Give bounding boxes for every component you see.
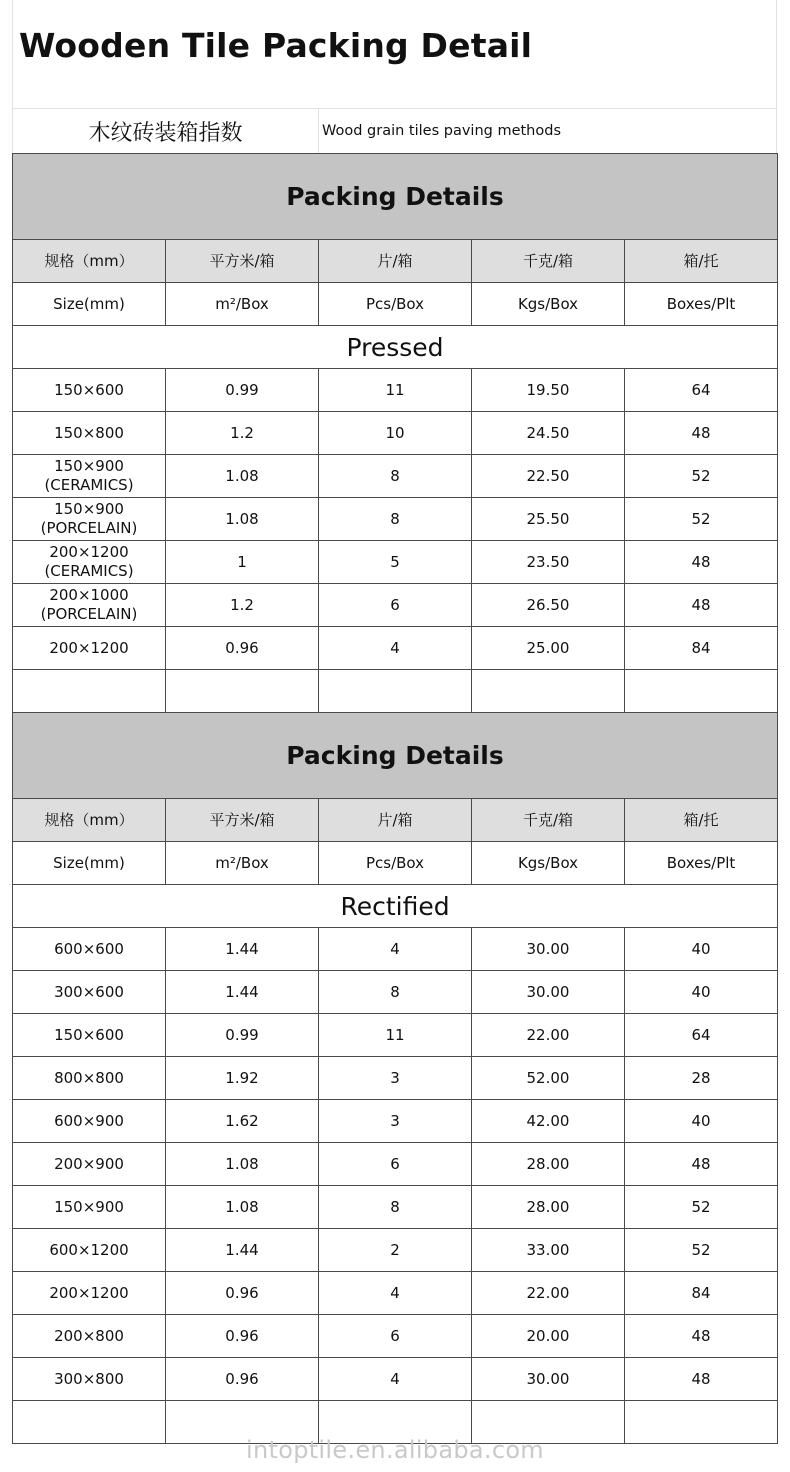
column-header: 千克/箱 <box>472 799 625 842</box>
table-cell: 4 <box>319 928 472 971</box>
table-cell: 3 <box>319 1057 472 1100</box>
table-cell: 0.96 <box>166 1358 319 1401</box>
table-row <box>13 928 778 971</box>
table-cell <box>13 670 166 713</box>
table-cell: 200×800 <box>13 1315 166 1358</box>
table-cell: 2 <box>319 1229 472 1272</box>
table-cell: 150×800 <box>13 412 166 455</box>
table-cell: 33.00 <box>472 1229 625 1272</box>
table-cell: 150×600 <box>13 369 166 412</box>
table-cell: 40 <box>625 928 778 971</box>
category-label: Pressed <box>13 326 778 369</box>
table-cell: 48 <box>625 584 778 627</box>
table-cell: 48 <box>625 1143 778 1186</box>
subtitle-english: Wood grain tiles paving methods <box>322 123 562 139</box>
table-cell: 48 <box>625 1315 778 1358</box>
table-cell: 30.00 <box>472 928 625 971</box>
table-row <box>13 369 778 412</box>
table-cell: 26.50 <box>472 584 625 627</box>
table-cell: 8 <box>319 455 472 498</box>
table-cell: 25.50 <box>472 498 625 541</box>
table-row <box>13 1315 778 1358</box>
table-row <box>13 541 778 584</box>
column-header: Boxes/Plt <box>625 283 778 326</box>
table-cell: 28.00 <box>472 1186 625 1229</box>
table-cell: 0.99 <box>166 1014 319 1057</box>
table-row <box>13 1057 778 1100</box>
column-header: Pcs/Box <box>319 283 472 326</box>
table-cell: 150×900 <box>13 1186 166 1229</box>
table-row <box>13 627 778 670</box>
table-cell: 30.00 <box>472 971 625 1014</box>
table-cell: 600×900 <box>13 1100 166 1143</box>
category-row <box>13 326 778 369</box>
column-header: 片/箱 <box>319 240 472 283</box>
table-cell: 1.2 <box>166 412 319 455</box>
header-en-row <box>13 842 778 885</box>
table-cell: 8 <box>319 498 472 541</box>
table-cell: 23.50 <box>472 541 625 584</box>
table-cell: 200×1200 (CERAMICS) <box>13 541 166 584</box>
table-cell: 19.50 <box>472 369 625 412</box>
table-row <box>13 412 778 455</box>
table-cell: 30.00 <box>472 1358 625 1401</box>
title-row <box>12 0 777 109</box>
table-cell: 1.08 <box>166 1186 319 1229</box>
table-row <box>13 584 778 627</box>
table-row <box>13 1143 778 1186</box>
section-title: Packing Details <box>13 154 778 240</box>
watermark: intoptile.en.alibaba.com <box>246 1436 544 1464</box>
table-cell: 3 <box>319 1100 472 1143</box>
table-cell: 64 <box>625 369 778 412</box>
table-cell: 0.99 <box>166 369 319 412</box>
table-cell: 6 <box>319 1315 472 1358</box>
column-header: 箱/托 <box>625 799 778 842</box>
table-cell: 22.00 <box>472 1272 625 1315</box>
table-cell <box>319 670 472 713</box>
page-title: Wooden Tile Packing Detail <box>19 26 533 65</box>
table-cell: 6 <box>319 1143 472 1186</box>
table-row <box>13 971 778 1014</box>
table-cell: 6 <box>319 584 472 627</box>
table-cell: 52 <box>625 1229 778 1272</box>
table-cell: 600×600 <box>13 928 166 971</box>
table-cell: 0.96 <box>166 627 319 670</box>
column-header: Kgs/Box <box>472 842 625 885</box>
table-cell: 52 <box>625 1186 778 1229</box>
header-cn-row <box>13 240 778 283</box>
table-cell: 150×900 (CERAMICS) <box>13 455 166 498</box>
table-row <box>13 1358 778 1401</box>
table-cell: 1.2 <box>166 584 319 627</box>
table-cell <box>472 670 625 713</box>
table-cell: 48 <box>625 1358 778 1401</box>
table-cell: 28 <box>625 1057 778 1100</box>
column-header: 片/箱 <box>319 799 472 842</box>
column-header: 平方米/箱 <box>166 799 319 842</box>
table-cell: 48 <box>625 541 778 584</box>
table-cell: 52 <box>625 455 778 498</box>
table-row <box>13 1100 778 1143</box>
table-cell: 1.08 <box>166 455 319 498</box>
table-cell: 10 <box>319 412 472 455</box>
table-cell: 600×1200 <box>13 1229 166 1272</box>
table-cell: 1.08 <box>166 498 319 541</box>
table-row <box>13 455 778 498</box>
table-cell: 64 <box>625 1014 778 1057</box>
table-cell: 200×1200 <box>13 627 166 670</box>
table-row <box>13 670 778 713</box>
table-cell: 1.08 <box>166 1143 319 1186</box>
column-header: Size(mm) <box>13 842 166 885</box>
section-band-row <box>13 154 778 240</box>
subtitle-row <box>12 109 777 153</box>
table-cell: 22.00 <box>472 1014 625 1057</box>
table-cell: 1.44 <box>166 971 319 1014</box>
table-cell: 11 <box>319 1014 472 1057</box>
table-cell: 48 <box>625 412 778 455</box>
table-cell: 150×900 (PORCELAIN) <box>13 498 166 541</box>
table-cell: 20.00 <box>472 1315 625 1358</box>
header-en-row <box>13 283 778 326</box>
header-cn-row <box>13 799 778 842</box>
table-cell: 1.92 <box>166 1057 319 1100</box>
table-cell: 1 <box>166 541 319 584</box>
category-row <box>13 885 778 928</box>
table-cell <box>166 670 319 713</box>
column-header: m²/Box <box>166 842 319 885</box>
table-cell: 84 <box>625 1272 778 1315</box>
table-cell: 200×1200 <box>13 1272 166 1315</box>
table-cell: 8 <box>319 1186 472 1229</box>
table-cell: 300×800 <box>13 1358 166 1401</box>
table-cell: 40 <box>625 1100 778 1143</box>
table-cell: 4 <box>319 1272 472 1315</box>
table-cell: 25.00 <box>472 627 625 670</box>
column-header: Pcs/Box <box>319 842 472 885</box>
table-cell: 1.62 <box>166 1100 319 1143</box>
section-band-row <box>13 713 778 799</box>
table-cell: 0.96 <box>166 1272 319 1315</box>
table-cell: 4 <box>319 1358 472 1401</box>
table-cell: 28.00 <box>472 1143 625 1186</box>
column-header: Boxes/Plt <box>625 842 778 885</box>
table-cell: 150×600 <box>13 1014 166 1057</box>
table-cell: 0.96 <box>166 1315 319 1358</box>
table-cell: 1.44 <box>166 928 319 971</box>
table-cell: 5 <box>319 541 472 584</box>
column-header: 千克/箱 <box>472 240 625 283</box>
packing-sheet <box>12 0 777 1444</box>
column-header: Kgs/Box <box>472 283 625 326</box>
table-cell: 11 <box>319 369 472 412</box>
column-header: 箱/托 <box>625 240 778 283</box>
table-cell: 200×900 <box>13 1143 166 1186</box>
table-row <box>13 498 778 541</box>
subtitle-chinese: 木纹砖装箱指数 <box>13 109 319 153</box>
packing-table <box>12 153 778 1444</box>
column-header: 规格（mm） <box>13 240 166 283</box>
table-row <box>13 1186 778 1229</box>
table-row <box>13 1229 778 1272</box>
table-cell: 300×600 <box>13 971 166 1014</box>
table-cell <box>625 670 778 713</box>
column-header: 规格（mm） <box>13 799 166 842</box>
table-cell: 200×1000 (PORCELAIN) <box>13 584 166 627</box>
table-cell: 1.44 <box>166 1229 319 1272</box>
table-cell: 4 <box>319 627 472 670</box>
table-cell: 8 <box>319 971 472 1014</box>
table-cell: 42.00 <box>472 1100 625 1143</box>
packing-table-body <box>13 154 778 1444</box>
table-row <box>13 1014 778 1057</box>
table-cell: 84 <box>625 627 778 670</box>
table-cell: 52.00 <box>472 1057 625 1100</box>
category-label: Rectified <box>13 885 778 928</box>
column-header: Size(mm) <box>13 283 166 326</box>
section-title: Packing Details <box>13 713 778 799</box>
column-header: m²/Box <box>166 283 319 326</box>
table-cell: 22.50 <box>472 455 625 498</box>
table-row <box>13 1272 778 1315</box>
table-cell: 40 <box>625 971 778 1014</box>
table-cell: 800×800 <box>13 1057 166 1100</box>
table-cell: 24.50 <box>472 412 625 455</box>
table-cell: 52 <box>625 498 778 541</box>
column-header: 平方米/箱 <box>166 240 319 283</box>
